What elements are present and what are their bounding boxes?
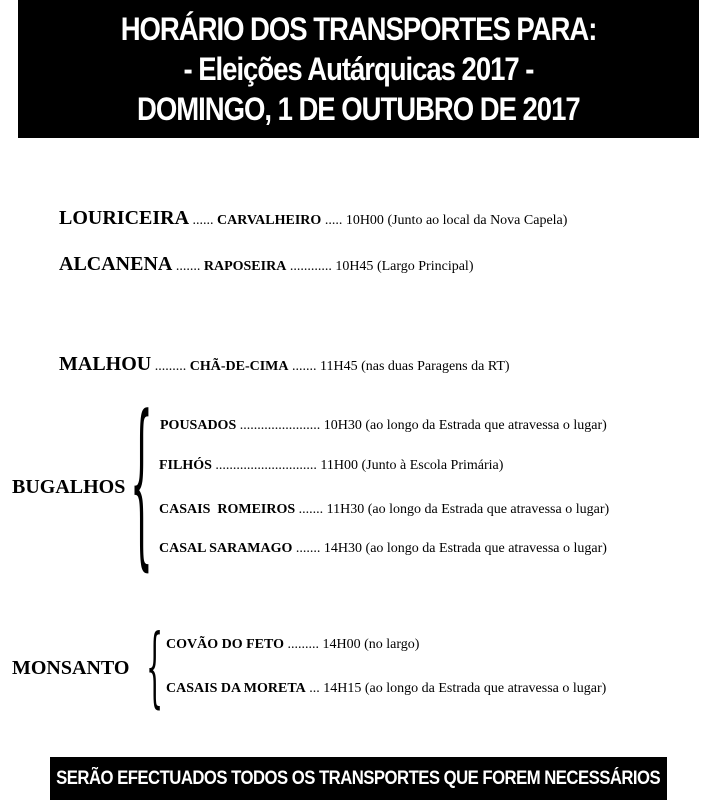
- stop-time: 10H30: [323, 418, 362, 433]
- stop-time: 14H15: [323, 681, 362, 696]
- stop-place: COVÃO DO FETO: [166, 637, 284, 652]
- stop-dots: .......: [292, 541, 324, 556]
- route-area: ALCANENA: [59, 253, 173, 275]
- route-time: 11H45: [319, 359, 358, 374]
- footer-text: SERÃO EFECTUADOS TODOS OS TRANSPORTES QUE FOREM NECESSÁRIOS: [56, 767, 661, 789]
- stop-note: (ao longo da Estrada que atravessa o lugar): [361, 681, 607, 696]
- stop-place: CASAIS DA MORETA: [166, 681, 306, 696]
- stop-time: 14H30: [323, 541, 363, 556]
- stop-casais-romeiros: [159, 502, 609, 518]
- stop-place: CASAIS ROMEIROS: [159, 502, 296, 517]
- header-title: HORÁRIO DOS TRANSPORTES PARA:: [120, 11, 597, 47]
- stop-filhos: [159, 458, 503, 474]
- header-subtitle: - Eleições Autárquicas 2017 -: [183, 51, 534, 87]
- route-alcanena: [59, 253, 473, 276]
- route-dots: ............: [286, 259, 336, 274]
- stop-dots: .......................: [236, 418, 324, 433]
- group-label-monsanto: MONSANTO: [12, 657, 130, 679]
- route-malhou: [59, 353, 510, 376]
- route-note: (Junto ao local da Nova Capela): [383, 213, 568, 228]
- footer-banner: [50, 757, 667, 800]
- route-place: CARVALHEIRO: [217, 213, 322, 228]
- stop-note: (ao longo da Estrada que atravessa o lugar): [362, 541, 607, 556]
- route-area: MALHOU: [59, 353, 152, 375]
- header-date: DOMINGO, 1 DE OUTUBRO DE 2017: [137, 91, 580, 127]
- stop-note: (no largo): [360, 637, 420, 652]
- brace-bugalhos: {: [130, 379, 153, 589]
- header-banner: [18, 0, 699, 138]
- stop-place: CASAL SARAMAGO: [159, 541, 293, 556]
- stop-covao-do-feto: [166, 637, 419, 653]
- stop-casal-saramago: [159, 541, 607, 557]
- stop-place: FILHÓS: [159, 458, 212, 473]
- stop-dots: ...: [305, 681, 324, 696]
- route-louriceira: [59, 207, 567, 230]
- route-area: LOURICEIRA: [59, 207, 190, 229]
- stop-pousados: [160, 418, 607, 434]
- route-dots: ......: [189, 213, 214, 228]
- route-place: RAPOSEIRA: [203, 259, 287, 274]
- stop-note: (Junto à Escola Primária): [358, 458, 504, 473]
- stop-casais-da-moreta: [166, 681, 606, 697]
- stop-dots: .........: [283, 637, 323, 652]
- route-note: (Largo Principal): [373, 259, 474, 274]
- route-time: 10H45: [335, 259, 374, 274]
- stop-dots: .............................: [211, 458, 321, 473]
- route-dots: .........: [151, 359, 187, 374]
- route-dots: .......: [288, 359, 320, 374]
- route-dots: .......: [172, 259, 201, 274]
- group-label-bugalhos: BUGALHOS: [12, 476, 126, 498]
- route-time: 10H00: [345, 213, 384, 228]
- route-note: (nas duas Paragens da RT): [357, 359, 510, 374]
- stop-time: 11H30: [326, 502, 365, 517]
- stop-note: (ao longo da Estrada que atravessa o lugar): [361, 418, 607, 433]
- stop-time: 11H00: [320, 458, 358, 473]
- brace-monsanto: {: [146, 616, 164, 719]
- stop-time: 14H00: [322, 637, 361, 652]
- route-place: CHÃ-DE-CIMA: [189, 359, 289, 374]
- stop-place: POUSADOS: [160, 418, 237, 433]
- route-dots: .....: [321, 213, 346, 228]
- stop-note: (ao longo da Estrada que atravessa o lugar): [364, 502, 610, 517]
- stop-dots: .......: [295, 502, 327, 517]
